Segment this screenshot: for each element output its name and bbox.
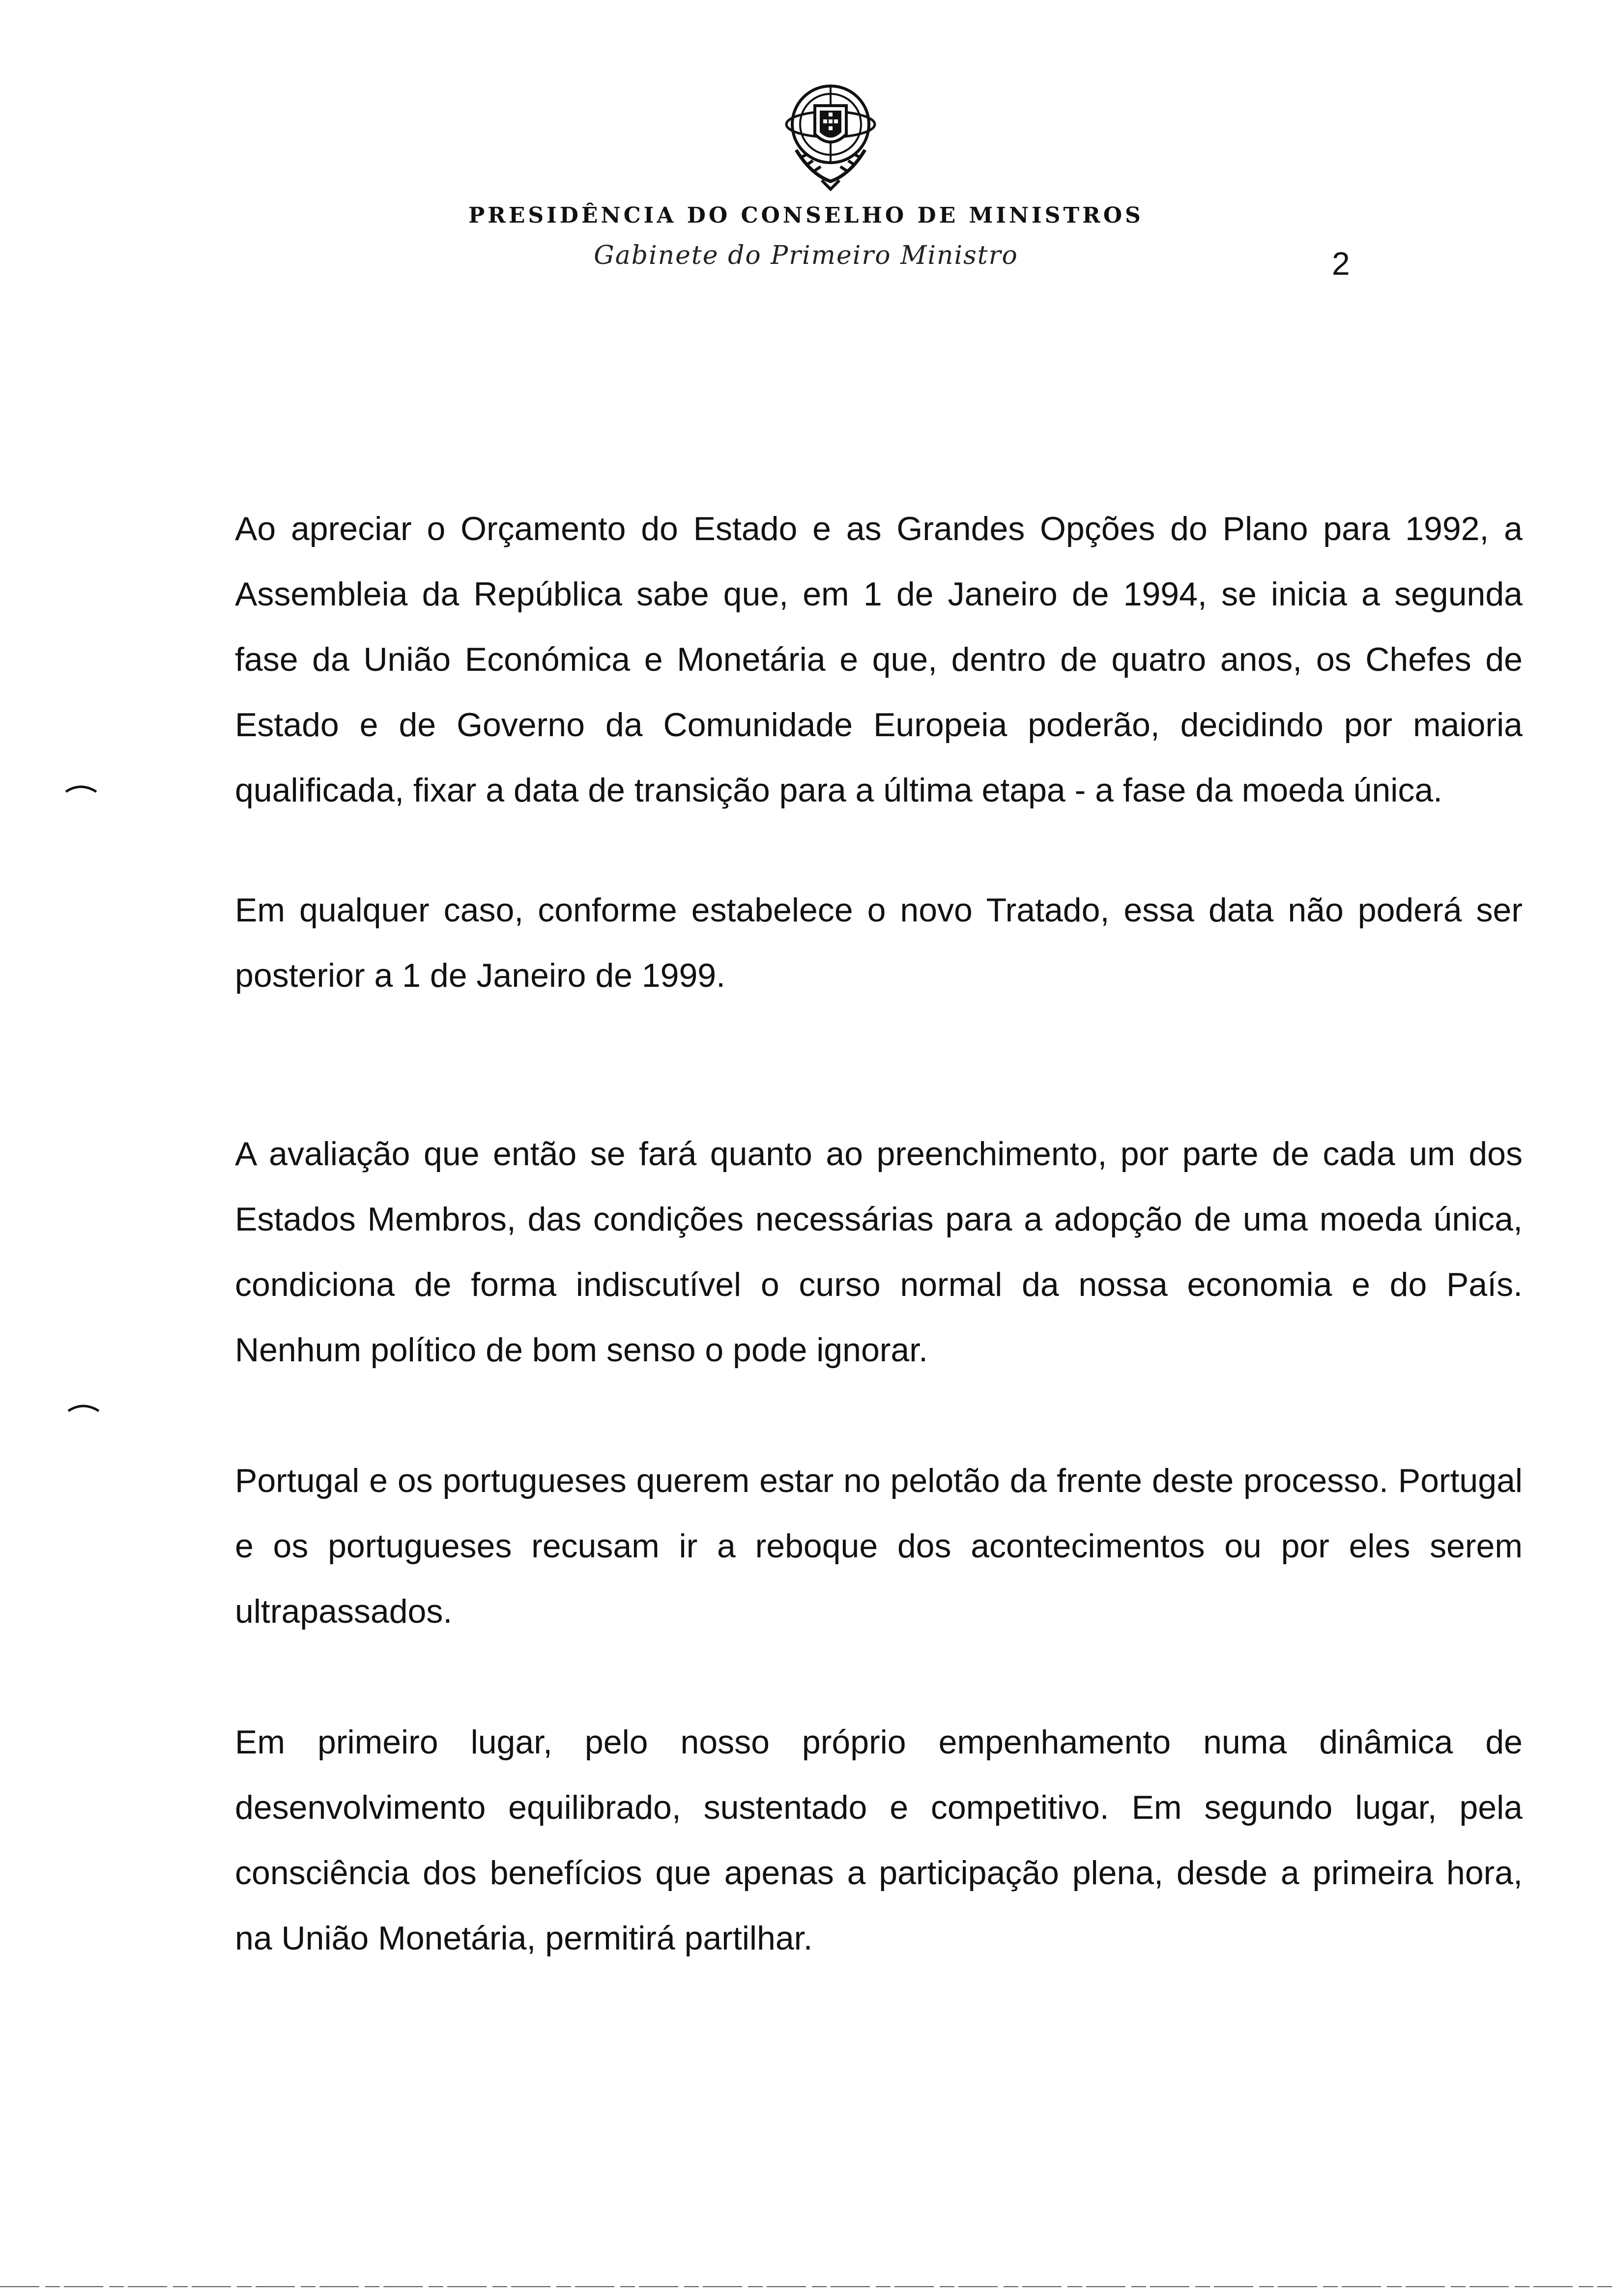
paragraph-5: Em primeiro lugar, pelo nosso próprio empenhamento numa dinâmica de desenvolvimento equilibrado, sustentado e competitivo. Em segundo lugar, pela consciência dos benefícios que apenas a participação plena, desde a primeira hora, na União Monetária, permitirá partilhar. xyxy=(235,1723,1523,1957)
paragraph-3: A avaliação que então se fará quanto ao preenchimento, por parte de cada um dos Estados Membros, das condições necessárias para a adopção de uma moeda única, condiciona de forma indiscutível o curso normal da nossa economia e do País. Nenhum político de bom senso o pode ignorar. xyxy=(235,1135,1523,1369)
page-number: 2 xyxy=(1332,245,1350,282)
paragraph-2: Em qualquer caso, conforme estabelece o novo Tratado, essa data não poderá ser posterior a 1 de Janeiro de 1999. xyxy=(235,891,1523,994)
document-body xyxy=(235,496,1523,1971)
paragraph-1: Ao apreciar o Orçamento do Estado e as Grandes Opções do Plano para 1992, a Assembleia da República sabe que, em 1 de Janeiro de 1994, se inicia a segunda fase da União Económica e Monetária e que, dentro de quatro anos, os Chefes de Estado e de Governo da Comunidade Europeia poderão, decidindo por maioria qualificada, fixar a data de transição para a última etapa - a fase da moeda única. xyxy=(235,510,1523,809)
institution-header: PRESIDÊNCIA DO CONSELHO DE MINISTROS xyxy=(468,203,1144,228)
margin-mark xyxy=(64,784,98,794)
scan-edge-line xyxy=(0,2285,1612,2288)
margin-mark xyxy=(66,1403,101,1413)
cabinet-subtitle: Gabinete do Primeiro Ministro xyxy=(594,241,1018,270)
paragraph-4: Portugal e os portugueses querem estar no pelotão da frente deste processo. Portugal e os portugueses recusam ir a reboque dos acontecimentos ou por eles serem ultrapassados. xyxy=(235,1462,1523,1630)
coat-of-arms-icon xyxy=(777,76,885,194)
